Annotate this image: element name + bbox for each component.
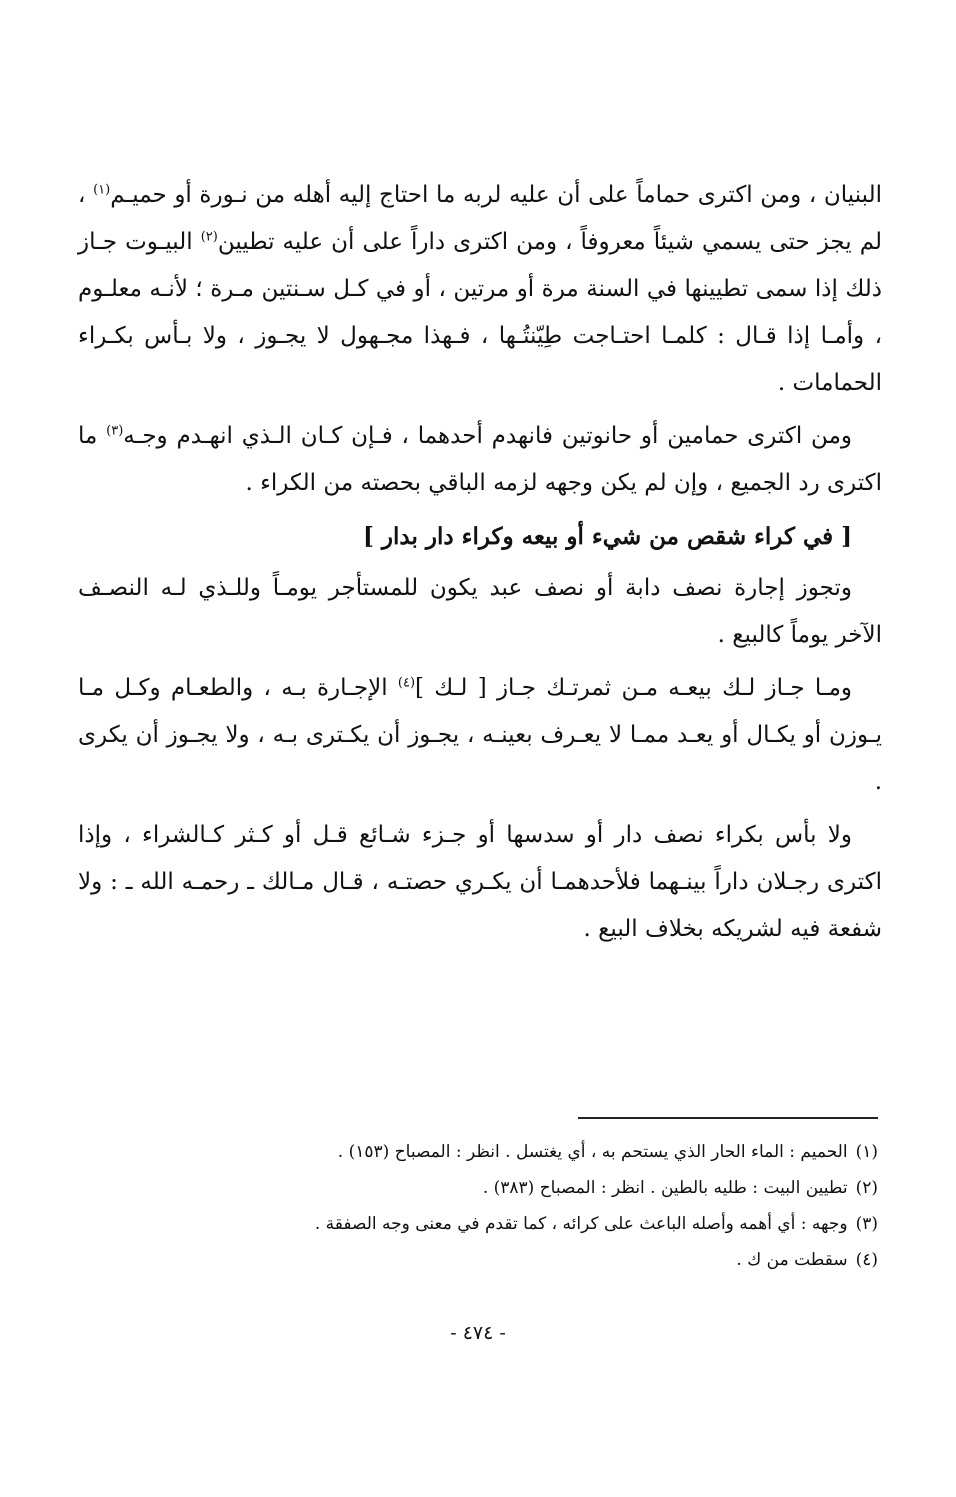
paragraph-5: ولا بأس بكراء نصف دار أو سدسها أو جـزء شـائع قـل أو كـثر كـالشراء ، وإذا اكترى رجـلان داراً بينـهما فلأحدهمـا أن يكـري حصتـه ، قـال مـالك ـ رحمـه الله ـ : ولا شفعة فيه لشريكه بخلاف البيع . <box>78 822 882 942</box>
footnote-item <box>74 1242 878 1278</box>
footnote-ref-1[interactable]: (١) <box>93 182 111 198</box>
paragraph-2-part-1: ومن اكترى حمامين أو حانوتين فانهدم أحدهما ، فـإن كـان الـذي انهـدم وجـه <box>123 423 852 449</box>
footnote-ref-3[interactable]: (٣) <box>106 423 124 439</box>
footnotes-list <box>74 1134 878 1278</box>
footnote-number: (٢) <box>855 1178 878 1198</box>
footnote-item <box>74 1170 878 1206</box>
paragraph-2-part-2: ما اكترى رد الجميع ، وإن لم يكن وجهه لزمه الباقي بحصته من الكراء . <box>78 423 882 496</box>
footnote-text: سقطت من ك . <box>736 1250 848 1270</box>
footnote-number: (١) <box>855 1142 878 1162</box>
paragraph-1-part-1: البنيان ، ومن اكترى حماماً على أن عليه لربه ما احتاج إليه أهله من نـورة أو حميـم <box>110 182 883 208</box>
footnote-item <box>74 1206 878 1242</box>
paragraph-2 <box>78 413 882 507</box>
footnote-number: (٤) <box>855 1250 878 1270</box>
paragraph-1-part-2: ، لم يجز حتى يسمي شيئاً معروفاً ، ومن اكترى داراً على أن عليه تطيين <box>78 182 883 255</box>
footnote-text: الحميم : الماء الحار الذي يستحم به ، أي يغتسل . انظر : المصباح (١٥٣) . <box>337 1142 848 1162</box>
main-text <box>78 172 882 953</box>
paragraph-4 <box>78 665 882 806</box>
footnote-ref-2[interactable]: (٢) <box>200 229 218 245</box>
page-number: - ٤٧٤ - <box>450 1322 506 1344</box>
paragraph-1-part-3: البيـوت جـاز ذلك إذا سمى تطيينها في السنة مرة أو مرتين ، أو في كـل سـنتين مـرة ؛ لأنـه معلـوم ، وأمـا إذا قـال : كلمـا احتـاجت طِيّنتُـها ، فـهذا مجـهول لا يجـوز ، ولا بـأس بكـراء الحمامات . <box>78 229 882 396</box>
footnote-number: (٣) <box>855 1214 878 1234</box>
footnote-text: وجهه : أي أهمه وأصله الباعث على كرائه ، كما تقدم في معنى وجه الصفقة . <box>314 1214 848 1234</box>
footnote-ref-4[interactable]: (٤) <box>397 675 416 691</box>
footnote-separator <box>578 1117 878 1119</box>
footnote-text: تطيين البيت : طليه بالطين . انظر : المصباح (٣٨٣) . <box>482 1178 848 1198</box>
paragraph-4-part-2: الإجـارة بـه ، والطعـام وكـل مـا يـوزن أو يكـال أو يعـد ممـا لا يعـرف بعينـه ، يجـوز أن يكـترى بـه ، ولا يجـوز أن يكرى . <box>78 675 882 795</box>
paragraph-4-part-1: ومـا جـاز لـك بيعـه مـن ثمرتـك جـاز [ لـك ] <box>415 675 853 701</box>
footnote-item <box>74 1134 878 1170</box>
section-heading: [ في كراء شقص من شيء أو بيعه وكراء دار بدار ] <box>363 523 852 550</box>
paragraph-1 <box>78 172 882 407</box>
paragraph-3: وتجوز إجارة نصف دابة أو نصف عبد يكون للمستأجر يومـاً وللـذي لـه النصـف الآخر يوماً كالبيع . <box>78 575 882 648</box>
